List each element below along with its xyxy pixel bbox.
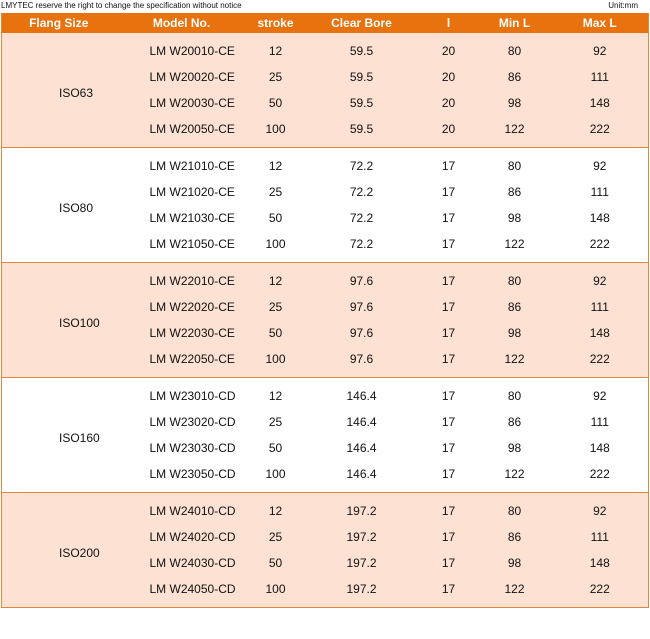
stroke-cell: 12	[248, 263, 304, 295]
clear-bore-cell: 97.6	[304, 320, 420, 346]
min-l-cell: 86	[478, 524, 552, 550]
clear-bore-cell: 146.4	[304, 378, 420, 410]
min-l-cell: 122	[478, 116, 552, 148]
min-l-cell: 98	[478, 435, 552, 461]
min-l-cell: 80	[478, 33, 552, 64]
stroke-cell: 50	[248, 320, 304, 346]
notice-text: LMYTEC reserve the right to change the specification without notice	[1, 1, 242, 10]
table-row	[2, 263, 649, 295]
clear-bore-cell: 72.2	[304, 179, 420, 205]
l-cell: 20	[420, 64, 478, 90]
min-l-cell: 86	[478, 409, 552, 435]
clear-bore-cell: 146.4	[304, 409, 420, 435]
l-cell: 20	[420, 116, 478, 148]
max-l-cell: 111	[552, 524, 649, 550]
clear-bore-cell: 72.2	[304, 148, 420, 180]
clear-bore-cell: 197.2	[304, 524, 420, 550]
model-cell: LM W22050-CE	[116, 346, 248, 378]
model-cell: LM W22010-CE	[116, 263, 248, 295]
max-l-cell: 92	[552, 33, 649, 64]
l-cell: 20	[420, 90, 478, 116]
min-l-cell: 98	[478, 550, 552, 576]
l-cell: 17	[420, 320, 478, 346]
model-cell: LM W23050-CD	[116, 461, 248, 493]
stroke-cell: 12	[248, 33, 304, 64]
max-l-cell: 148	[552, 435, 649, 461]
col-header-stroke: stroke	[248, 13, 304, 33]
max-l-cell: 92	[552, 148, 649, 180]
size-group	[2, 148, 649, 263]
col-header-flang-size: Flang Size	[2, 13, 116, 33]
model-cell: LM W24020-CD	[116, 524, 248, 550]
max-l-cell: 92	[552, 378, 649, 410]
min-l-cell: 122	[478, 231, 552, 263]
clear-bore-cell: 59.5	[304, 116, 420, 148]
flang-size-cell: ISO160	[2, 378, 116, 493]
clear-bore-cell: 97.6	[304, 346, 420, 378]
stroke-cell: 50	[248, 90, 304, 116]
stroke-cell: 100	[248, 231, 304, 263]
l-cell: 17	[420, 294, 478, 320]
min-l-cell: 122	[478, 346, 552, 378]
col-header-model-no: Model No.	[116, 13, 248, 33]
stroke-cell: 100	[248, 116, 304, 148]
unit-label: Unit:mm	[608, 1, 638, 10]
l-cell: 17	[420, 346, 478, 378]
max-l-cell: 111	[552, 64, 649, 90]
l-cell: 17	[420, 231, 478, 263]
top-line	[0, 0, 650, 13]
clear-bore-cell: 59.5	[304, 90, 420, 116]
model-cell: LM W21050-CE	[116, 231, 248, 263]
model-cell: LM W21020-CE	[116, 179, 248, 205]
spec-table	[1, 13, 649, 608]
stroke-cell: 25	[248, 179, 304, 205]
min-l-cell: 86	[478, 179, 552, 205]
size-group	[2, 378, 649, 493]
l-cell: 17	[420, 409, 478, 435]
min-l-cell: 80	[478, 378, 552, 410]
clear-bore-cell: 197.2	[304, 550, 420, 576]
model-cell: LM W20050-CE	[116, 116, 248, 148]
max-l-cell: 222	[552, 346, 649, 378]
stroke-cell: 100	[248, 346, 304, 378]
col-header-l: l	[420, 13, 478, 33]
model-cell: LM W24030-CD	[116, 550, 248, 576]
size-group	[2, 493, 649, 608]
stroke-cell: 12	[248, 493, 304, 525]
l-cell: 17	[420, 435, 478, 461]
table-row	[2, 148, 649, 180]
clear-bore-cell: 72.2	[304, 231, 420, 263]
stroke-cell: 50	[248, 435, 304, 461]
col-header-max-l: Max L	[552, 13, 649, 33]
clear-bore-cell: 59.5	[304, 64, 420, 90]
min-l-cell: 98	[478, 205, 552, 231]
flang-size-cell: ISO80	[2, 148, 116, 263]
stroke-cell: 12	[248, 148, 304, 180]
model-cell: LM W20010-CE	[116, 33, 248, 64]
min-l-cell: 86	[478, 294, 552, 320]
min-l-cell: 98	[478, 90, 552, 116]
model-cell: LM W22020-CE	[116, 294, 248, 320]
model-cell: LM W21030-CE	[116, 205, 248, 231]
l-cell: 17	[420, 148, 478, 180]
size-group	[2, 263, 649, 378]
l-cell: 17	[420, 524, 478, 550]
flang-size-cell: ISO63	[2, 33, 116, 148]
max-l-cell: 222	[552, 576, 649, 608]
clear-bore-cell: 72.2	[304, 205, 420, 231]
header-row	[2, 13, 649, 33]
model-cell: LM W21010-CE	[116, 148, 248, 180]
max-l-cell: 148	[552, 320, 649, 346]
model-cell: LM W23020-CD	[116, 409, 248, 435]
max-l-cell: 222	[552, 116, 649, 148]
l-cell: 17	[420, 493, 478, 525]
l-cell: 17	[420, 461, 478, 493]
model-cell: LM W24050-CD	[116, 576, 248, 608]
l-cell: 20	[420, 33, 478, 64]
stroke-cell: 25	[248, 64, 304, 90]
table-row	[2, 493, 649, 525]
max-l-cell: 148	[552, 90, 649, 116]
max-l-cell: 111	[552, 409, 649, 435]
l-cell: 17	[420, 378, 478, 410]
max-l-cell: 222	[552, 231, 649, 263]
col-header-clear-bore: Clear Bore	[304, 13, 420, 33]
stroke-cell: 50	[248, 550, 304, 576]
l-cell: 17	[420, 205, 478, 231]
flang-size-cell: ISO200	[2, 493, 116, 608]
max-l-cell: 111	[552, 294, 649, 320]
l-cell: 17	[420, 263, 478, 295]
clear-bore-cell: 197.2	[304, 576, 420, 608]
l-cell: 17	[420, 576, 478, 608]
max-l-cell: 222	[552, 461, 649, 493]
clear-bore-cell: 146.4	[304, 435, 420, 461]
min-l-cell: 86	[478, 64, 552, 90]
model-cell: LM W23030-CD	[116, 435, 248, 461]
model-cell: LM W23010-CD	[116, 378, 248, 410]
model-cell: LM W20030-CE	[116, 90, 248, 116]
model-cell: LM W20020-CE	[116, 64, 248, 90]
min-l-cell: 122	[478, 576, 552, 608]
table-row	[2, 33, 649, 64]
clear-bore-cell: 197.2	[304, 493, 420, 525]
l-cell: 17	[420, 179, 478, 205]
size-group	[2, 33, 649, 148]
clear-bore-cell: 97.6	[304, 263, 420, 295]
stroke-cell: 100	[248, 576, 304, 608]
stroke-cell: 25	[248, 409, 304, 435]
max-l-cell: 92	[552, 493, 649, 525]
clear-bore-cell: 59.5	[304, 33, 420, 64]
model-cell: LM W22030-CE	[116, 320, 248, 346]
clear-bore-cell: 146.4	[304, 461, 420, 493]
max-l-cell: 148	[552, 205, 649, 231]
flang-size-cell: ISO100	[2, 263, 116, 378]
max-l-cell: 92	[552, 263, 649, 295]
col-header-min-l: Min L	[478, 13, 552, 33]
max-l-cell: 148	[552, 550, 649, 576]
stroke-cell: 25	[248, 294, 304, 320]
stroke-cell: 50	[248, 205, 304, 231]
min-l-cell: 122	[478, 461, 552, 493]
table-row	[2, 378, 649, 410]
stroke-cell: 12	[248, 378, 304, 410]
min-l-cell: 80	[478, 148, 552, 180]
l-cell: 17	[420, 550, 478, 576]
min-l-cell: 98	[478, 320, 552, 346]
stroke-cell: 25	[248, 524, 304, 550]
stroke-cell: 100	[248, 461, 304, 493]
model-cell: LM W24010-CD	[116, 493, 248, 525]
min-l-cell: 80	[478, 493, 552, 525]
min-l-cell: 80	[478, 263, 552, 295]
clear-bore-cell: 97.6	[304, 294, 420, 320]
max-l-cell: 111	[552, 179, 649, 205]
